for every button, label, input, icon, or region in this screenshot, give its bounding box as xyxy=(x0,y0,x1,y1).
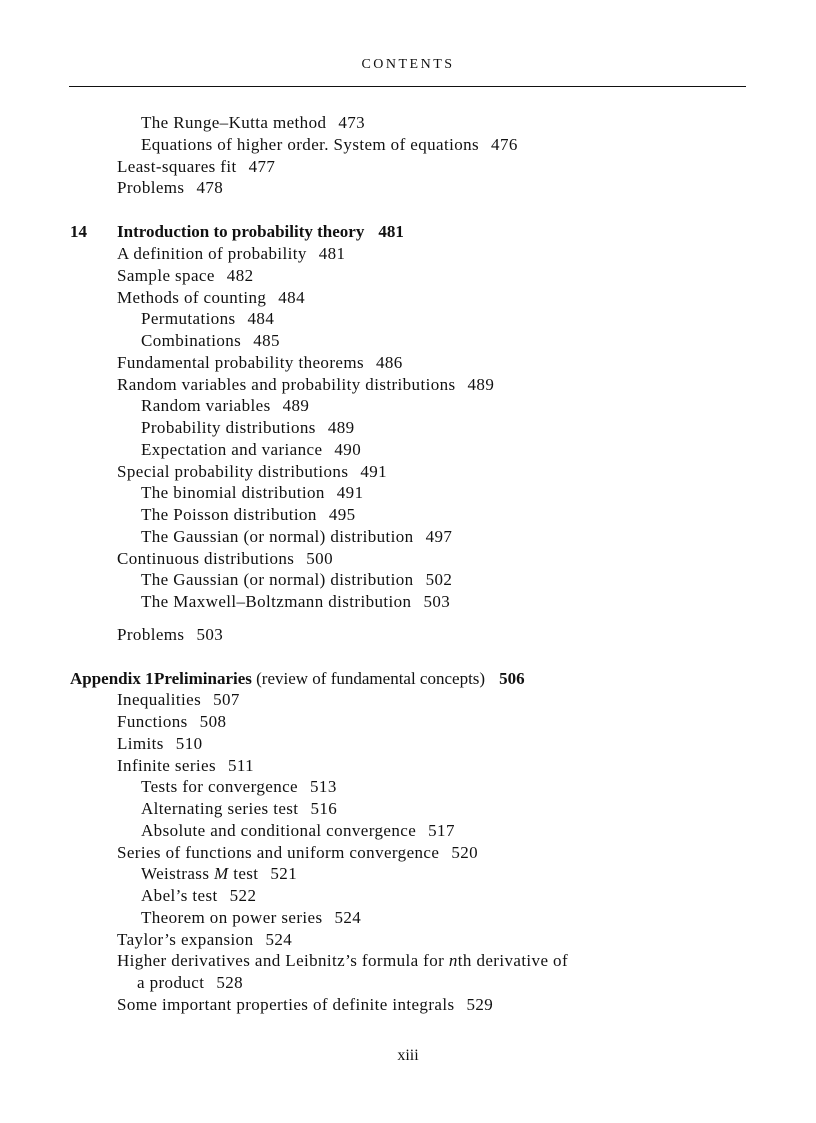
entry-title: Infinite series xyxy=(117,756,216,775)
toc-entry xyxy=(117,353,403,373)
toc-entry xyxy=(141,309,274,329)
toc-entry xyxy=(141,331,280,351)
entry-page: 521 xyxy=(270,864,298,883)
entry-title: The Gaussian (or normal) distribution xyxy=(141,570,414,589)
toc-entry xyxy=(117,625,223,645)
entry-page: 502 xyxy=(425,570,453,589)
chapter-heading xyxy=(70,222,404,242)
entry-page: 513 xyxy=(310,777,337,796)
entry-page: 516 xyxy=(310,799,338,818)
entry-title: The binomial distribution xyxy=(141,483,325,502)
entry-page: 508 xyxy=(199,712,227,731)
toc-entry xyxy=(117,157,275,177)
entry-page: 495 xyxy=(328,505,356,524)
entry-page: 485 xyxy=(253,331,280,350)
entry-page: 528 xyxy=(216,973,244,992)
entry-page: 522 xyxy=(229,886,257,905)
entry-page: 489 xyxy=(467,375,495,394)
entry-title: Taylor’s expansion xyxy=(117,930,254,949)
toc-entry xyxy=(141,396,309,416)
entry-title: Random variables and probability distributions xyxy=(117,375,456,394)
running-header: CONTENTS xyxy=(361,57,455,72)
entry-title-pre: Higher derivatives and Leibnitz’s formula for xyxy=(117,951,449,970)
appendix-subtitle: (review of fundamental concepts) xyxy=(256,669,486,688)
entry-page: 500 xyxy=(306,549,333,568)
entry-page: 524 xyxy=(265,930,293,949)
entry-title: Methods of counting xyxy=(117,288,267,307)
entry-title: Theorem on power series xyxy=(141,908,323,927)
toc-entry xyxy=(141,113,365,133)
toc-entry xyxy=(117,375,494,395)
entry-page: 520 xyxy=(451,843,479,862)
toc-entry xyxy=(141,777,337,797)
entry-title: Absolute and conditional convergence xyxy=(141,821,417,840)
entry-title: Inequalities xyxy=(117,690,202,709)
appendix-title: Preliminaries xyxy=(154,669,252,688)
toc-entry xyxy=(117,690,240,710)
entry-page: 511 xyxy=(228,756,255,775)
entry-page: 481 xyxy=(318,244,346,263)
entry-title: Expectation and variance xyxy=(141,440,323,459)
toc-entry xyxy=(117,734,203,754)
entry-title: The Maxwell–Boltzmann distribution xyxy=(141,592,412,611)
entry-title: Problems xyxy=(117,625,185,644)
toc-entry xyxy=(117,843,478,863)
entry-title: Fundamental probability theorems xyxy=(117,353,364,372)
entry-page: 503 xyxy=(423,592,451,611)
entry-title: Tests for convergence xyxy=(141,777,299,796)
entry-title: Continuous distributions xyxy=(117,549,295,568)
entry-page: 478 xyxy=(196,178,224,197)
entry-title-pre: Weistrass xyxy=(141,864,214,883)
entry-title-math: n xyxy=(448,951,458,970)
chapter-page: 481 xyxy=(378,222,404,241)
entry-page: 482 xyxy=(226,266,254,285)
entry-title: Limits xyxy=(117,734,164,753)
entry-title: A definition of probability xyxy=(117,244,307,263)
entry-page: 476 xyxy=(491,135,518,154)
entry-page: 491 xyxy=(360,462,388,481)
entry-page: 524 xyxy=(334,908,362,927)
toc-entry xyxy=(141,908,361,928)
entry-title: Equations of higher order. System of equations xyxy=(141,135,480,154)
entry-title: The Poisson distribution xyxy=(141,505,317,524)
entry-page: 490 xyxy=(334,440,362,459)
entry-title: The Gaussian (or normal) distribution xyxy=(141,527,414,546)
entry-page: 477 xyxy=(248,157,276,176)
toc-entry xyxy=(117,178,223,198)
toc-entry xyxy=(141,592,450,612)
toc-entry xyxy=(141,570,452,590)
entry-title: Special probability distributions xyxy=(117,462,349,481)
toc-entry xyxy=(141,864,297,884)
toc-entry xyxy=(117,951,568,971)
toc-entry xyxy=(117,462,387,482)
toc-entry xyxy=(141,440,361,460)
chapter-number: 14 xyxy=(70,222,87,241)
toc-entry xyxy=(117,995,493,1015)
entry-page: 517 xyxy=(428,821,455,840)
toc-entry xyxy=(117,244,345,264)
entry-title: Series of functions and uniform convergence xyxy=(117,843,440,862)
entry-title-post: test xyxy=(228,864,259,883)
header-rule xyxy=(69,86,746,87)
entry-title: Abel’s test xyxy=(141,886,218,905)
entry-page: 507 xyxy=(213,690,240,709)
toc-entry xyxy=(117,288,305,308)
entry-title: Random variables xyxy=(141,396,271,415)
entry-page: 491 xyxy=(336,483,364,502)
entry-page: 489 xyxy=(327,418,355,437)
toc-entry xyxy=(141,505,356,525)
toc-entry xyxy=(117,712,226,732)
appendix-page: 506 xyxy=(499,669,525,688)
entry-page: 497 xyxy=(425,527,453,546)
appendix-number: Appendix 1 xyxy=(70,669,154,688)
toc-entry xyxy=(117,930,292,950)
toc-entry xyxy=(141,886,256,906)
toc-entry xyxy=(141,483,363,503)
page-number: xiii xyxy=(397,1047,419,1064)
toc-entry xyxy=(117,549,333,569)
entry-title: a product xyxy=(137,973,205,992)
chapter-title: Introduction to probability theory xyxy=(117,222,365,241)
entry-title: Permutations xyxy=(141,309,236,328)
entry-page: 510 xyxy=(175,734,203,753)
entry-title: The Runge–Kutta method xyxy=(141,113,327,132)
entry-title-math: M xyxy=(213,864,229,883)
toc-entry xyxy=(141,799,337,819)
entry-title: Some important properties of definite integrals xyxy=(117,995,455,1014)
entry-title: Combinations xyxy=(141,331,242,350)
toc-entry xyxy=(117,266,254,286)
toc-entry xyxy=(141,821,455,841)
toc-entry-continuation xyxy=(137,973,243,993)
entry-title: Problems xyxy=(117,178,185,197)
entry-page: 486 xyxy=(375,353,403,372)
entry-page: 484 xyxy=(278,288,305,307)
entry-page: 503 xyxy=(196,625,224,644)
toc-entry xyxy=(141,418,355,438)
entry-title: Sample space xyxy=(117,266,215,285)
entry-page: 489 xyxy=(282,396,310,415)
entry-title: Functions xyxy=(117,712,188,731)
toc-entry xyxy=(141,527,452,547)
entry-title: Least-squares fit xyxy=(117,157,237,176)
appendix-heading xyxy=(70,669,525,689)
entry-page: 473 xyxy=(338,113,366,132)
entry-page: 529 xyxy=(466,995,494,1014)
entry-title-post: th derivative of xyxy=(457,951,569,970)
toc-entry xyxy=(117,756,254,776)
toc-entry xyxy=(141,135,518,155)
entry-page: 484 xyxy=(247,309,275,328)
entry-title: Probability distributions xyxy=(141,418,316,437)
entry-title: Alternating series test xyxy=(141,799,299,818)
